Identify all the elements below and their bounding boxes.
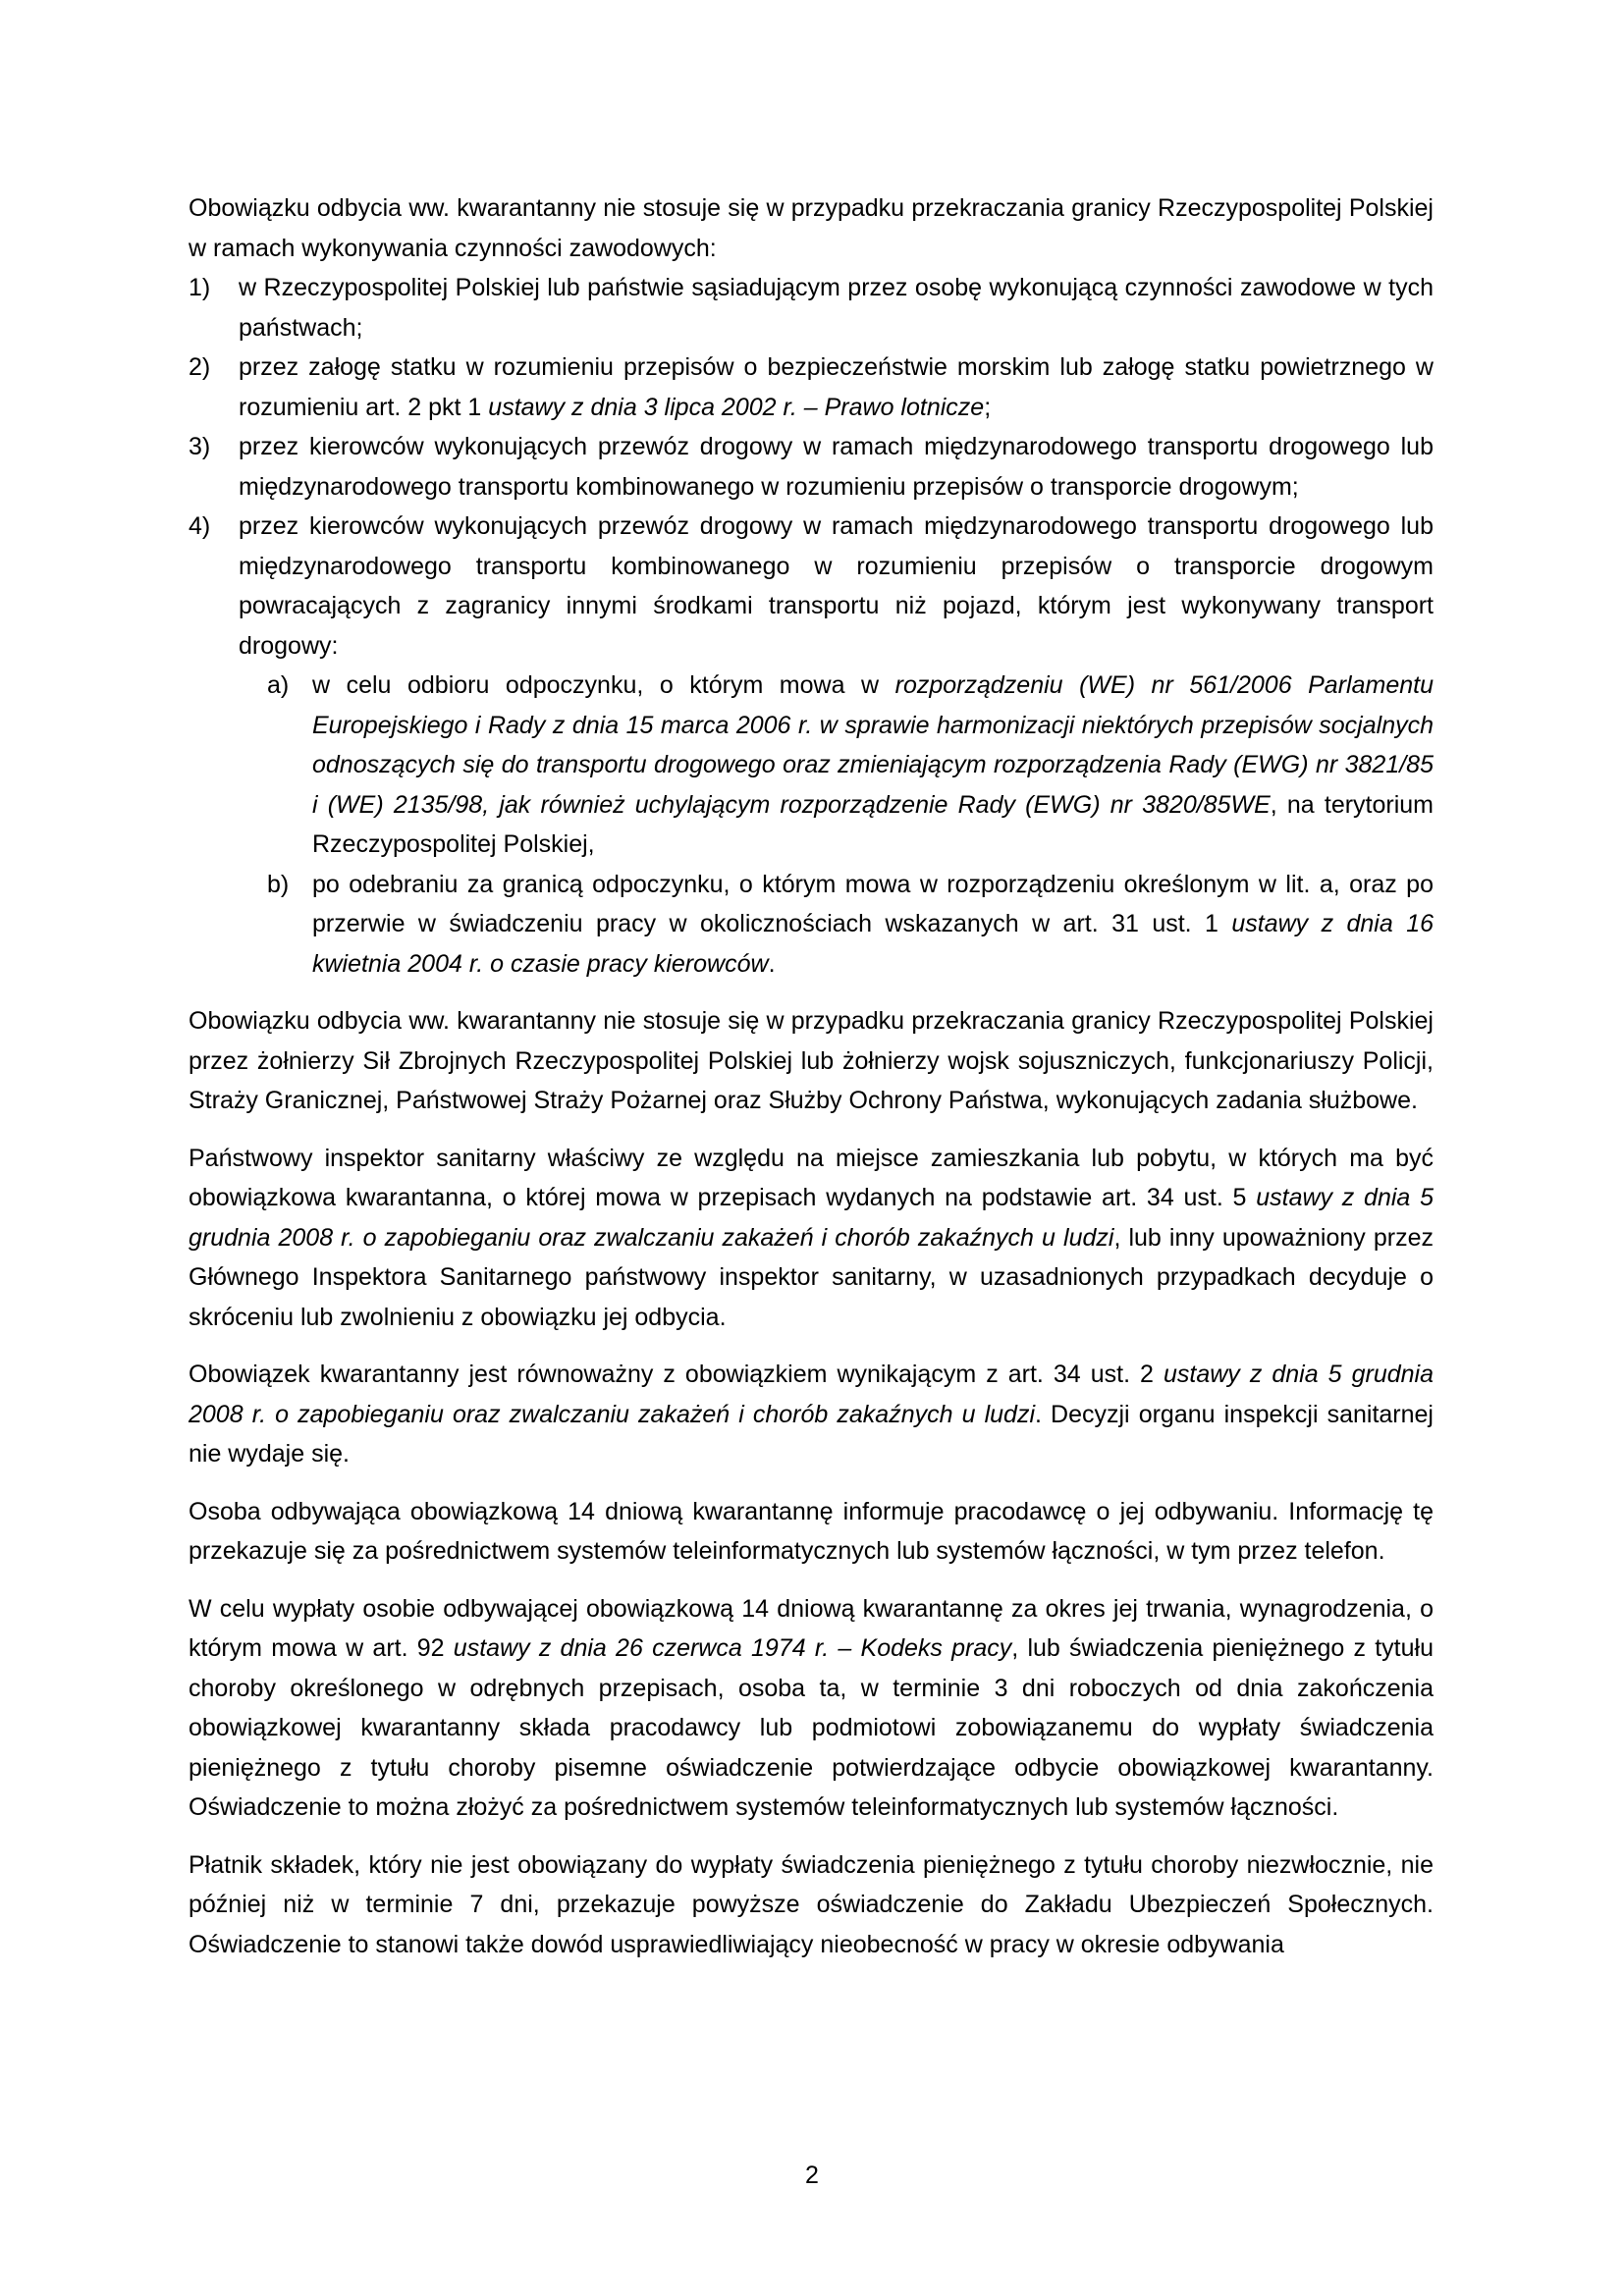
text-run: , lub świadczenia pieniężnego z tytułu choroby określonego w odrębnych przepisach, osoba ta, w terminie 3 dni roboczych od dnia zakończenia obowiązkowej kwarantanny składa pracodawcy lub podmiotowi zobowiązanemu do wypłaty świadczenia pieniężnego z tytułu choroby pisemne oświadczenie potwierdzające odbycie obowiązkowej kwarantanny. Oświadczenie to można złożyć za pośrednictwem systemów teleinformatycznych lub systemów łączności.	[189, 1634, 1434, 1821]
list-item-4b	[189, 865, 1434, 985]
list-marker: b)	[267, 870, 290, 898]
list-marker: 1)	[189, 274, 211, 301]
text-run: przez kierowców wykonujących przewóz drogowy w ramach międzynarodowego transportu drogowego lub międzynarodowego transportu kombinowanego w rozumieniu przepisów o transporcie drogowym;	[239, 433, 1434, 501]
text-run: , na terytorium Rzeczypospolitej Polskiej,	[312, 790, 1435, 858]
italic-text-run: ustawy z dnia 5 grudnia 2008 r. o zapobieganiu oraz zwalczaniu zakażeń i chorób zakaźnych u ludzi	[189, 1184, 1434, 1252]
list-item-2	[189, 347, 1434, 427]
text-run: Osoba odbywająca obowiązkową 14 dniową kwarantannę informuje pracodawcę o jej odbywaniu. Informację tę przekazuje się za pośrednictwem systemów teleinformatycznych lub systemów łączności, w tym przez telefon.	[189, 1497, 1434, 1565]
text-run: .	[768, 949, 776, 978]
page-number: 2	[805, 2162, 819, 2189]
text-run: Państwowy inspektor sanitarny właściwy ze względu na miejsce zamieszkania lub pobytu, w których ma być obowiązkowa kwarantanna, o której mowa w przepisach wydanych na podstawie art. 34 ust. 5	[189, 1144, 1434, 1211]
paragraph-exemption-services	[189, 1001, 1434, 1121]
paragraph-exemption-professional	[189, 188, 1434, 268]
list-item-4a	[189, 666, 1434, 865]
list-item-4	[189, 507, 1434, 666]
text-run: W celu wypłaty osobie odbywającej obowiązkową 14 dniową kwarantannę za okres jej trwania, wynagrodzenia, o którym mowa w art. 92	[189, 1594, 1434, 1662]
text-run: , lub inny upoważniony przez Głównego Inspektora Sanitarnego państwowy inspektor sanitarny, w uzasadnionych przypadkach decyduje o skróceniu lub zwolnieniu z obowiązku jej odbycia.	[189, 1223, 1434, 1331]
paragraph-payment-statement	[189, 1589, 1434, 1828]
italic-text-run: ustawy z dnia 26 czerwca 1974 r. – Kodeks pracy	[453, 1634, 1012, 1662]
paragraph-employer-notification	[189, 1492, 1434, 1572]
text-run: Płatnik składek, który nie jest obowiązany do wypłaty świadczenia pieniężnego z tytułu choroby niezwłocznie, nie później niż w terminie 7 dni, przekazuje powyższe oświadczenie do Zakładu Ubezpieczeń Społecznych. Oświadczenie to stanowi także dowód usprawiedliwiający nieobecność w pracy w okresie odbywania	[189, 1850, 1434, 1958]
text-run: Obowiązek kwarantanny jest równoważny z obowiązkiem wynikającym z art. 34 ust. 2	[189, 1361, 1164, 1388]
paragraph-contribution-payer	[189, 1845, 1434, 1965]
document-body	[189, 188, 1434, 1982]
italic-text-run: rozporządzeniu (WE) nr 561/2006 Parlamentu Europejskiego i Rady z dnia 15 marca 2006 r. w sprawie harmonizacji niektórych przepisów socjalnych odnoszących się do transportu drogowego oraz zmieniającym rozporządzenia Rady (EWG) nr 3821/85 i (WE) 2135/98, jak również uchylającym rozporządzenie Rady (EWG) nr 3820/85WE	[312, 671, 1434, 819]
paragraph-quarantine-equivalence	[189, 1355, 1434, 1474]
text-run: w Rzeczypospolitej Polskiej lub państwie sąsiadującym przez osobę wykonującą czynności zawodowe w tych państwach;	[239, 274, 1434, 342]
list-marker: 2)	[189, 353, 211, 381]
list-marker: a)	[267, 671, 290, 699]
list-item-1	[189, 268, 1434, 347]
list-marker: 4)	[189, 512, 211, 540]
text-run: przez kierowców wykonujących przewóz drogowy w ramach międzynarodowego transportu drogowego lub międzynarodowego transportu kombinowanego w rozumieniu przepisów o transporcie drogowym powracających z zagranicy innymi środkami transportu niż pojazd, którym jest wykonywany transport drogowy:	[239, 512, 1434, 660]
text-run: przez załogę statku w rozumieniu przepisów o bezpieczeństwie morskim lub załogę statku powietrznego w rozumieniu art. 2 pkt 1	[239, 353, 1434, 421]
italic-text-run: ustawy z dnia 5 grudnia 2008 r. o zapobieganiu oraz zwalczaniu zakażeń i chorób zakaźnych u ludzi	[189, 1361, 1434, 1428]
text-run: w celu odbioru odpoczynku, o którym mowa w	[312, 671, 895, 699]
italic-text-run: ustawy z dnia 16 kwietnia 2004 r. o czasie pracy kierowców	[312, 910, 1434, 978]
text-run: ;	[984, 393, 992, 421]
text-run: Obowiązku odbycia ww. kwarantanny nie stosuje się w przypadku przekraczania granicy Rzeczypospolitej Polskiej w ramach wykonywania czynności zawodowych:	[189, 194, 1434, 262]
list-item-3	[189, 427, 1434, 507]
italic-text-run: ustawy z dnia 3 lipca 2002 r. – Prawo lotnicze	[488, 393, 985, 421]
text-run: po odebraniu za granicą odpoczynku, o którym mowa w rozporządzeniu określonym w lit. a, oraz po przerwie w świadczeniu pracy w okolicznościach wskazanych w art. 31 ust. 1	[312, 870, 1434, 937]
paragraph-sanitary-inspector	[189, 1139, 1434, 1338]
page-footer	[0, 2156, 1624, 2195]
text-run: Obowiązku odbycia ww. kwarantanny nie stosuje się w przypadku przekraczania granicy Rzeczypospolitej Polskiej przez żołnierzy Sił Zbrojnych Rzeczypospolitej Polskiej lub żołnierzy wojsk sojuszniczych, funkcjonariuszy Policji, Straży Granicznej, Państwowej Straży Pożarnej oraz Służby Ochrony Państwa, wykonujących zadania służbowe.	[189, 1007, 1434, 1114]
text-run: . Decyzji organu inspekcji sanitarnej nie wydaje się.	[189, 1400, 1434, 1468]
list-marker: 3)	[189, 433, 211, 460]
